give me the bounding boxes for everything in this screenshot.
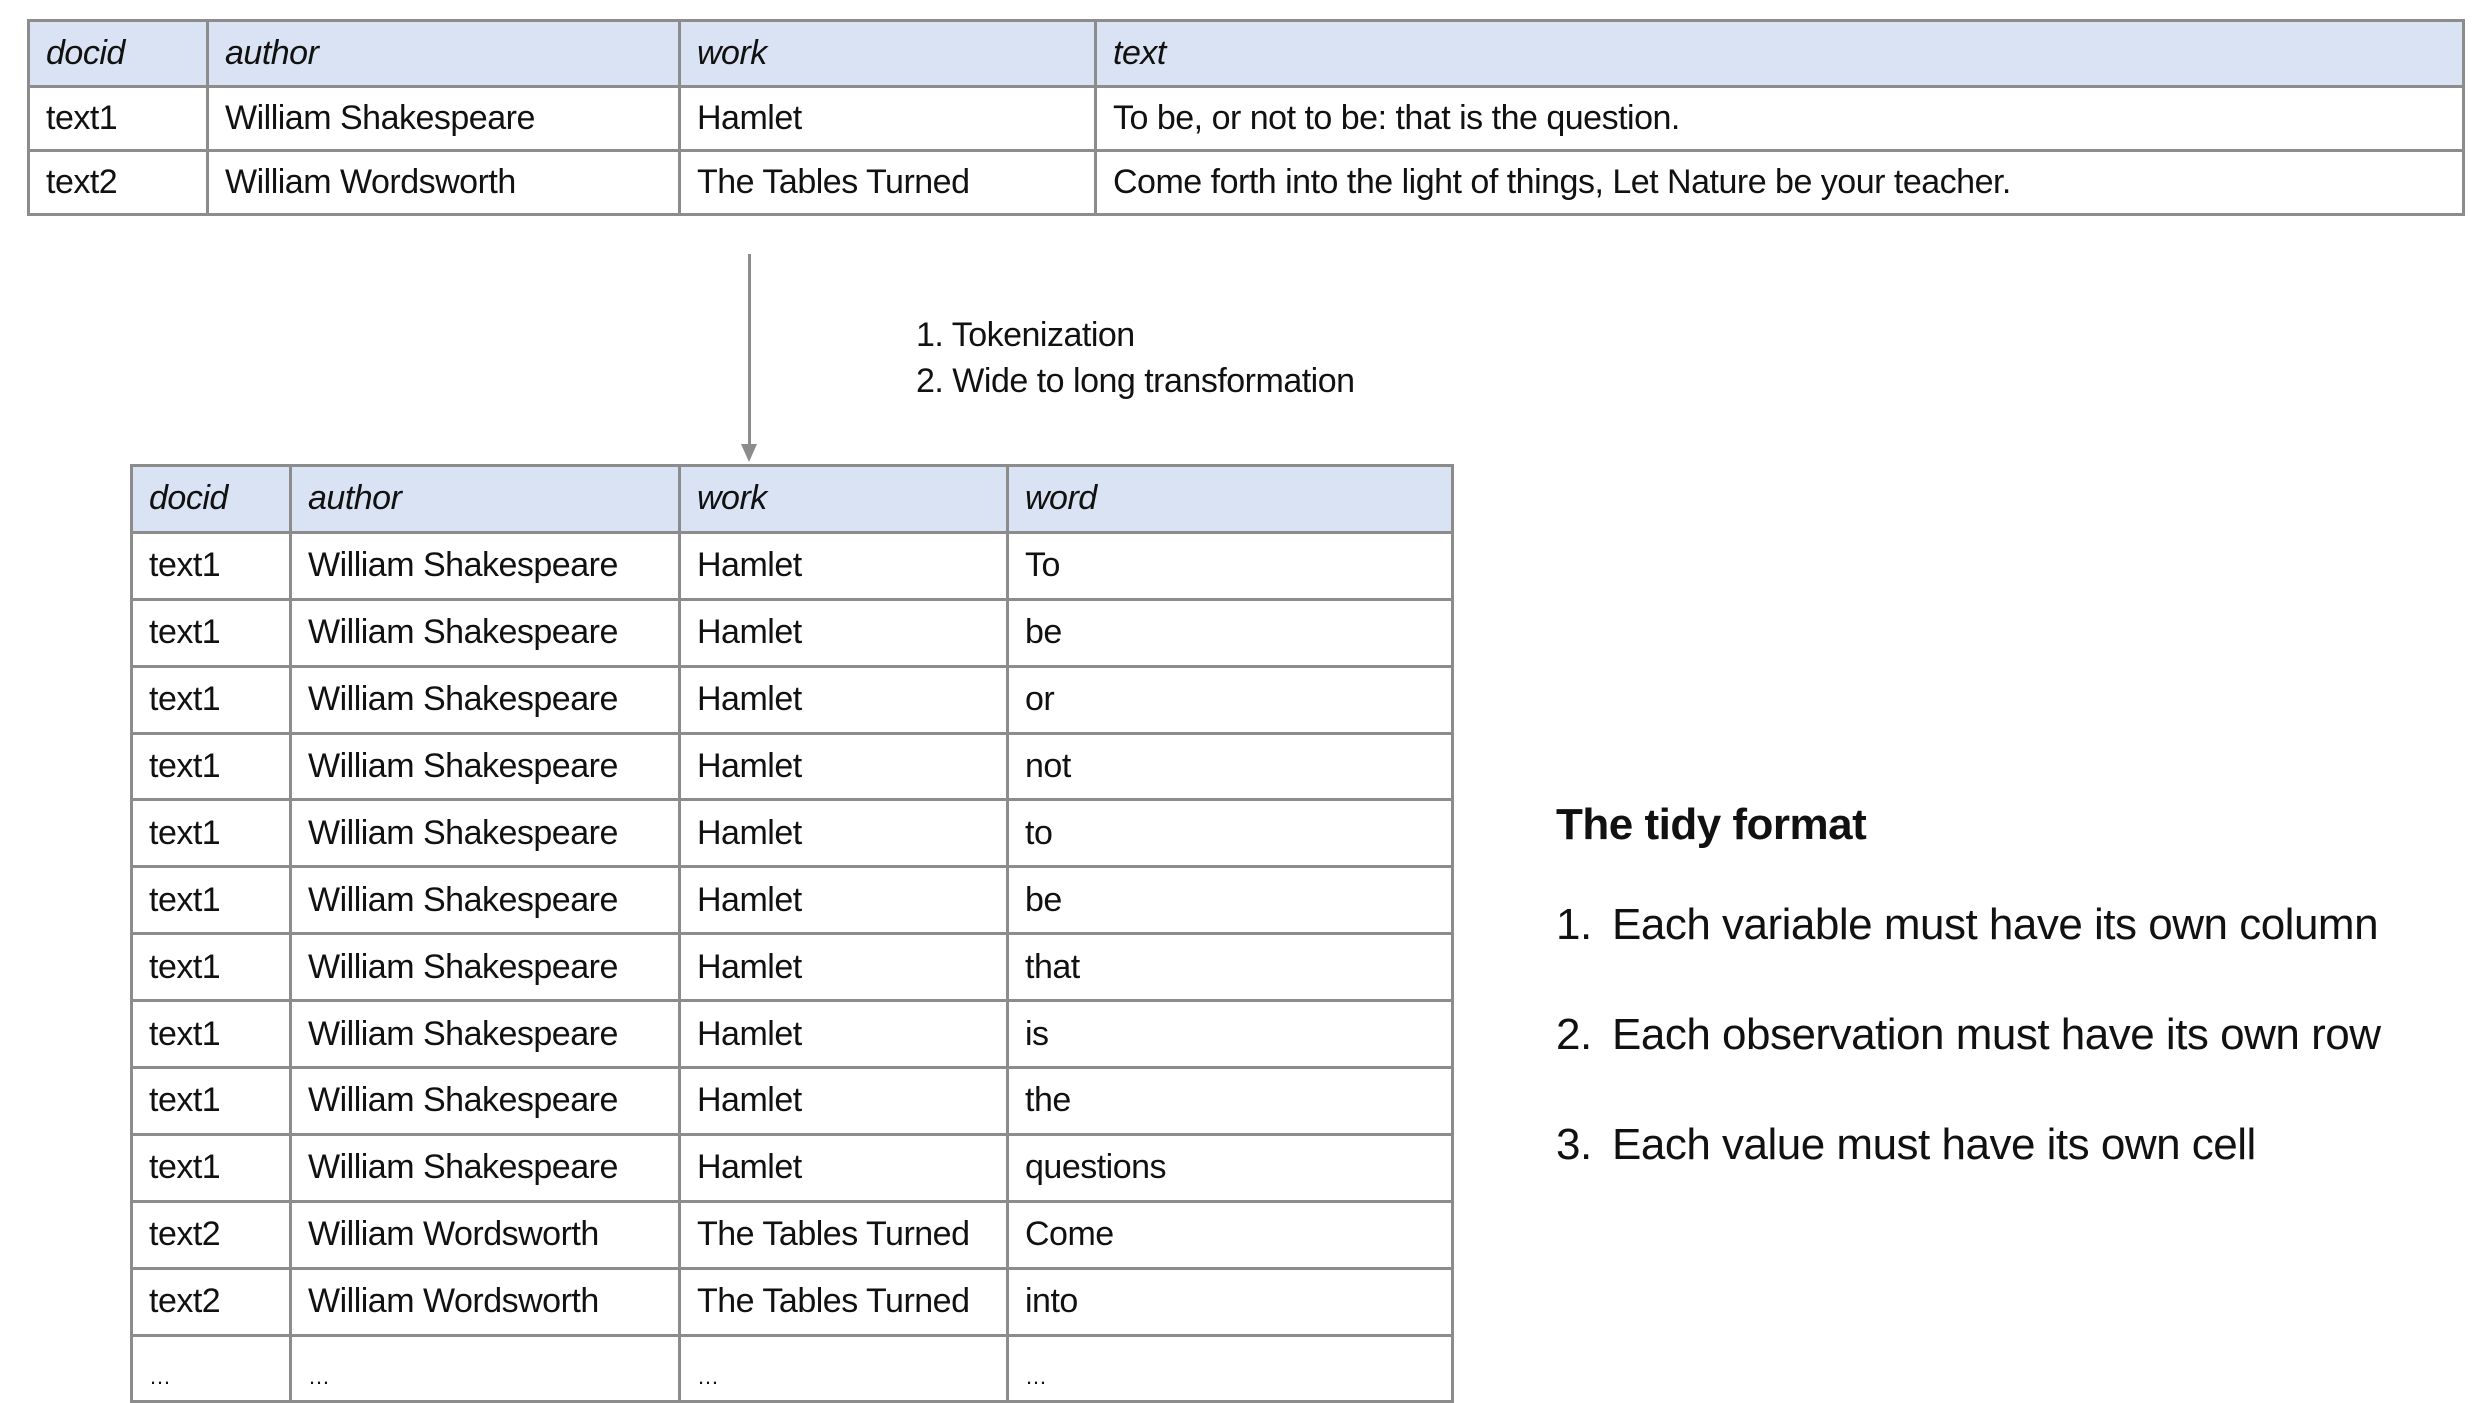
header-docid: docid bbox=[29, 21, 208, 87]
cell-docid: text2 bbox=[29, 151, 208, 215]
cell-work: Hamlet bbox=[680, 800, 1008, 867]
table-row bbox=[132, 1201, 1453, 1268]
cell-word: be bbox=[1008, 599, 1453, 666]
rule-text: Each variable must have its own column bbox=[1612, 900, 2379, 949]
cell-word: be bbox=[1008, 867, 1453, 934]
header-docid: docid bbox=[132, 466, 291, 533]
rule-number: 3. bbox=[1556, 1120, 1592, 1169]
cell-docid: … bbox=[132, 1335, 291, 1402]
cell-docid: text1 bbox=[132, 800, 291, 867]
table-header-row bbox=[29, 21, 2464, 87]
cell-text: Come forth into the light of things, Let Nature be your teacher. bbox=[1096, 151, 2464, 215]
cell-work: The Tables Turned bbox=[680, 151, 1096, 215]
table-header-row bbox=[132, 466, 1453, 533]
cell-word: or bbox=[1008, 666, 1453, 733]
cell-docid: text1 bbox=[132, 1001, 291, 1068]
cell-work: Hamlet bbox=[680, 1001, 1008, 1068]
tidy-rule bbox=[1556, 1010, 2381, 1120]
cell-text: To be, or not to be: that is the question. bbox=[1096, 87, 2464, 151]
tidy-rule bbox=[1556, 1120, 2381, 1230]
cell-author: William Shakespeare bbox=[291, 800, 680, 867]
step-tokenization: 1. Tokenization bbox=[916, 316, 1135, 354]
cell-work: Hamlet bbox=[680, 532, 1008, 599]
cell-author: William Wordsworth bbox=[291, 1201, 680, 1268]
transformation-steps bbox=[916, 312, 1355, 404]
cell-word: to bbox=[1008, 800, 1453, 867]
cell-author: William Shakespeare bbox=[291, 1068, 680, 1135]
cell-work: The Tables Turned bbox=[680, 1201, 1008, 1268]
wide-format-table bbox=[27, 19, 2465, 216]
cell-docid: text1 bbox=[29, 87, 208, 151]
cell-author: William Shakespeare bbox=[291, 733, 680, 800]
header-text: text bbox=[1096, 21, 2464, 87]
cell-work: Hamlet bbox=[680, 1068, 1008, 1135]
rule-text: Each observation must have its own row bbox=[1612, 1010, 2381, 1059]
cell-docid: text2 bbox=[132, 1268, 291, 1335]
cell-word: the bbox=[1008, 1068, 1453, 1135]
table-row bbox=[132, 599, 1453, 666]
table-row bbox=[132, 800, 1453, 867]
header-word: word bbox=[1008, 466, 1453, 533]
header-author: author bbox=[291, 466, 680, 533]
cell-author: William Wordsworth bbox=[208, 151, 680, 215]
cell-author: William Shakespeare bbox=[291, 934, 680, 1001]
cell-author: William Shakespeare bbox=[291, 666, 680, 733]
tidy-format-panel bbox=[1556, 800, 2381, 1230]
cell-work: Hamlet bbox=[680, 733, 1008, 800]
arrow-down-icon bbox=[748, 254, 751, 446]
cell-author: William Shakespeare bbox=[291, 1134, 680, 1201]
header-author: author bbox=[208, 21, 680, 87]
table-row bbox=[29, 151, 2464, 215]
cell-author: William Shakespeare bbox=[291, 599, 680, 666]
long-format-table bbox=[130, 464, 1454, 1403]
table-row bbox=[29, 87, 2464, 151]
header-work: work bbox=[680, 21, 1096, 87]
cell-author: William Wordsworth bbox=[291, 1268, 680, 1335]
cell-work: Hamlet bbox=[680, 867, 1008, 934]
cell-word: is bbox=[1008, 1001, 1453, 1068]
cell-author: William Shakespeare bbox=[291, 867, 680, 934]
cell-docid: text2 bbox=[132, 1201, 291, 1268]
cell-docid: text1 bbox=[132, 733, 291, 800]
rule-number: 1. bbox=[1556, 900, 1592, 949]
rule-text: Each value must have its own cell bbox=[1612, 1120, 2256, 1169]
cell-docid: text1 bbox=[132, 666, 291, 733]
cell-work: Hamlet bbox=[680, 934, 1008, 1001]
step-wide-to-long: 2. Wide to long transformation bbox=[916, 362, 1355, 400]
table-row bbox=[132, 1268, 1453, 1335]
cell-docid: text1 bbox=[132, 532, 291, 599]
cell-work: … bbox=[680, 1335, 1008, 1402]
cell-word: Come bbox=[1008, 1201, 1453, 1268]
cell-work: Hamlet bbox=[680, 87, 1096, 151]
cell-word: into bbox=[1008, 1268, 1453, 1335]
cell-work: The Tables Turned bbox=[680, 1268, 1008, 1335]
cell-word: … bbox=[1008, 1335, 1453, 1402]
arrowhead-icon bbox=[741, 444, 757, 462]
table-row bbox=[132, 867, 1453, 934]
table-row bbox=[132, 666, 1453, 733]
table-row-ellipsis bbox=[132, 1335, 1453, 1402]
cell-author: William Shakespeare bbox=[291, 1001, 680, 1068]
cell-word: that bbox=[1008, 934, 1453, 1001]
header-work: work bbox=[680, 466, 1008, 533]
cell-author: William Shakespeare bbox=[208, 87, 680, 151]
cell-docid: text1 bbox=[132, 934, 291, 1001]
table-row bbox=[132, 934, 1453, 1001]
cell-author: … bbox=[291, 1335, 680, 1402]
cell-author: William Shakespeare bbox=[291, 532, 680, 599]
cell-docid: text1 bbox=[132, 1068, 291, 1135]
table-row bbox=[132, 1001, 1453, 1068]
tidy-format-title: The tidy format bbox=[1556, 800, 1867, 849]
table-row bbox=[132, 1134, 1453, 1201]
cell-work: Hamlet bbox=[680, 666, 1008, 733]
cell-word: not bbox=[1008, 733, 1453, 800]
table-row bbox=[132, 1068, 1453, 1135]
tidy-rule bbox=[1556, 900, 2381, 1010]
table-row bbox=[132, 733, 1453, 800]
cell-docid: text1 bbox=[132, 1134, 291, 1201]
table-row bbox=[132, 532, 1453, 599]
cell-word: To bbox=[1008, 532, 1453, 599]
cell-docid: text1 bbox=[132, 599, 291, 666]
cell-word: questions bbox=[1008, 1134, 1453, 1201]
cell-work: Hamlet bbox=[680, 1134, 1008, 1201]
rule-number: 2. bbox=[1556, 1010, 1592, 1059]
cell-docid: text1 bbox=[132, 867, 291, 934]
cell-work: Hamlet bbox=[680, 599, 1008, 666]
